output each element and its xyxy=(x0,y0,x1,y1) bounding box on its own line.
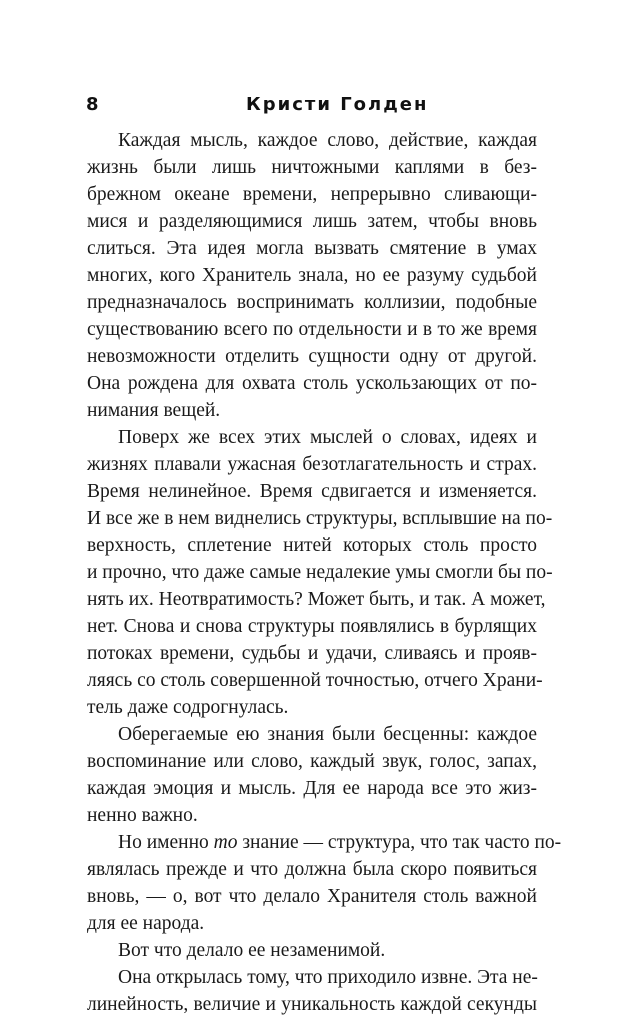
text-line: Вот что делало ее незаменимой. xyxy=(118,940,386,961)
text-line: нет. Снова и снова структуры появлялись в бурлящих xyxy=(87,616,537,637)
text-line: Каждая мысль, каждое слово, действие, каждая xyxy=(118,130,537,151)
text-line: для ее народа. xyxy=(87,913,205,934)
text-line: нимания вещей. xyxy=(87,400,221,421)
text-line: каждая эмоция и мысль. Для ее народа все это жиз- xyxy=(87,778,537,799)
text-line: Оберегаемые ею знания были бесценны: каждое xyxy=(118,724,537,745)
text-segment: Но именно xyxy=(118,832,214,853)
text-line: потоках времени, судьбы и удачи, сливаясь и прояв- xyxy=(87,643,537,664)
running-head xyxy=(86,94,536,118)
text-line: нять их. Неотвратимость? Может быть, и так. А может, xyxy=(87,589,546,610)
text-line: мися и разделяющимися лишь затем, чтобы вновь xyxy=(87,211,537,232)
text-line: многих, кого Хранитель знала, но ее разуму судьбой xyxy=(87,265,537,286)
text-line: Поверх же всех этих мыслей о словах, идеях и xyxy=(118,427,537,448)
text-line: воспоминание или слово, каждый звук, голос, запах, xyxy=(87,751,537,772)
text-line: являлась прежде и что должна была скоро появиться xyxy=(87,859,537,880)
text-line: жизнь были лишь ничтожными каплями в без- xyxy=(87,157,537,178)
text-line: И все же в нем виднелись структуры, всплывшие на по- xyxy=(87,508,553,529)
text-line: Она открылась тому, что приходило извне. Эта не- xyxy=(118,967,538,988)
italic-emphasis: то xyxy=(213,832,238,853)
text-line: жизнях плавали ужасная безотлагательность и страх. xyxy=(87,454,537,475)
running-title: Кристи Голден xyxy=(246,94,429,115)
text-line: предназначалось воспринимать коллизии, подобные xyxy=(87,292,537,313)
text-line: верхность, сплетение нитей которых столь просто xyxy=(87,535,537,556)
text-line: вновь, — о, вот что делало Хранителя столь важной xyxy=(87,886,537,907)
text-line: линейность, величие и уникальность каждой секунды xyxy=(87,994,537,1015)
text-line: ненно важно. xyxy=(87,805,198,826)
text-line: и прочно, что даже самые недалекие умы смогли бы по- xyxy=(87,562,553,583)
text-line: ляясь со столь совершенной точностью, отчего Храни- xyxy=(87,670,543,691)
text-line: слиться. Эта идея могла вызвать смятение в умах xyxy=(87,238,537,259)
body-text xyxy=(87,127,562,1018)
text-segment: знание — структура, что так часто по- xyxy=(237,832,562,853)
text-line: Она рождена для охвата столь ускользающих от по- xyxy=(87,373,537,394)
text-line: существованию всего по отдельности и в то же время xyxy=(87,319,537,340)
text-line: тель даже содрогнулась. xyxy=(87,697,289,718)
text-line-with-emphasis xyxy=(87,829,562,856)
text-line: Время нелинейное. Время сдвигается и изменяется. xyxy=(87,481,537,502)
text-line: брежном океане времени, непрерывно сливающи- xyxy=(87,184,537,205)
page-number: 8 xyxy=(86,94,100,115)
text-line: невозможности отделить сущности одну от другой. xyxy=(87,346,537,367)
